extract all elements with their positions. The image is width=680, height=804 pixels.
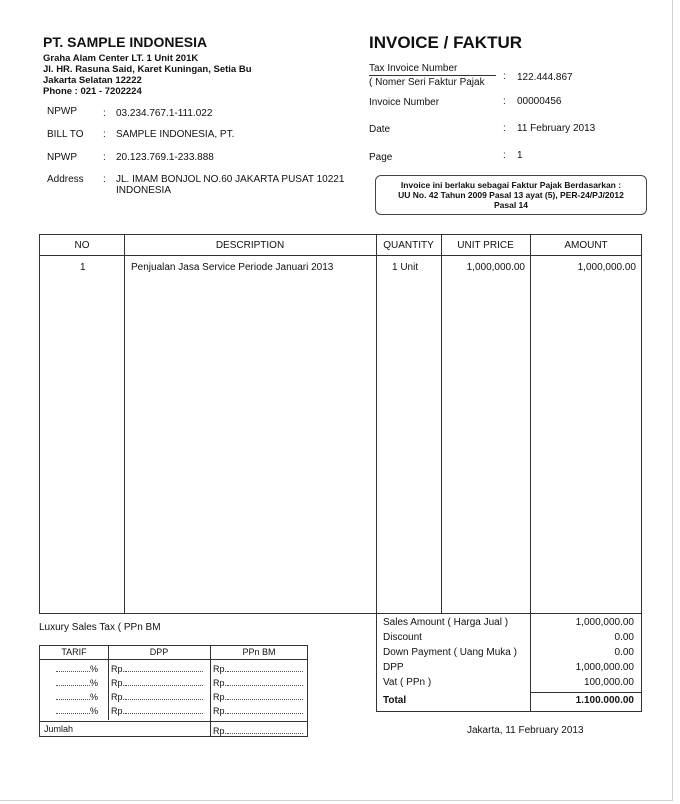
tax-invoice-number-sublabel: ( Nomer Seri Faktur Pajak	[369, 77, 485, 88]
rp-label: Rp.	[111, 706, 126, 716]
rp-label: Rp.	[213, 678, 228, 688]
sales-amount-label: Sales Amount ( Harga Jual )	[383, 617, 509, 628]
dpp-value: 1,000,000.00	[575, 662, 634, 673]
total-bottom-border	[376, 711, 641, 712]
rp-label: Rp.	[213, 664, 228, 674]
notice-line-1: Invoice ini berlaku sebagai Faktur Pajak Berdasarkan :	[400, 180, 622, 190]
col-divider	[124, 235, 125, 613]
tarif-percent-row	[56, 690, 98, 702]
percent-sign: %	[90, 664, 99, 674]
rp-label: Rp.	[213, 706, 228, 716]
place-date: Jakarta, 11 February 2013	[467, 725, 584, 736]
col-divider	[376, 235, 377, 613]
company-npwp-label: NPWP	[47, 106, 77, 117]
header-divider	[40, 255, 641, 256]
company-address-line-1: Graha Alam Center LT. 1 Unit 201K	[43, 53, 199, 64]
company-phone: Phone : 021 - 7202224	[43, 86, 142, 97]
address-line-2: INDONESIA	[116, 185, 172, 196]
notice-line-3: Pasal 14	[493, 200, 529, 210]
sales-amount-value: 1,000,000.00	[575, 617, 634, 628]
dotted-blank	[56, 676, 90, 686]
total-label: Total	[383, 695, 407, 706]
tarif-col-divider	[108, 646, 109, 720]
dotted-blank	[125, 662, 203, 672]
items-table	[39, 234, 642, 614]
dotted-blank	[125, 690, 203, 700]
dotted-blank	[227, 690, 303, 700]
down-payment-label: Down Payment ( Uang Muka )	[383, 647, 517, 658]
col-divider	[441, 235, 442, 613]
colon: :	[103, 108, 106, 119]
discount-label: Discount	[383, 632, 422, 643]
customer-npwp-value: 20.123.769.1-233.888	[116, 152, 214, 163]
row-quantity: 1 Unit	[392, 262, 419, 273]
invoice-title: INVOICE / FAKTUR	[369, 33, 523, 52]
ppnbm-rp-row	[213, 704, 303, 716]
discount-value: 0.00	[614, 632, 634, 643]
luxury-tax-table	[39, 645, 308, 737]
rp-label: Rp.	[111, 692, 126, 702]
summary-mid-border	[530, 613, 531, 712]
percent-sign: %	[90, 678, 99, 688]
customer-npwp-label: NPWP	[47, 152, 77, 163]
row-description: Penjualan Jasa Service Periode Januari 2013	[131, 262, 334, 273]
header-unit-price: UNIT PRICE	[457, 240, 514, 251]
tax-label-underline	[369, 75, 496, 76]
ppnbm-rp-row	[213, 662, 303, 674]
dpp-rp-row	[111, 690, 203, 702]
dpp-rp-row	[111, 704, 203, 716]
tarif-header: TARIF	[61, 647, 87, 657]
rp-label: Rp.	[213, 726, 228, 736]
dotted-blank	[227, 724, 303, 734]
page-value: 1	[517, 150, 523, 161]
bill-to-label: BILL TO	[47, 129, 84, 140]
address-label: Address	[47, 174, 84, 185]
date-label: Date	[369, 124, 391, 135]
tarif-percent-row	[56, 662, 98, 674]
tarif-percent-row	[56, 676, 98, 688]
percent-sign: %	[90, 692, 99, 702]
vat-label: Vat ( PPn )	[383, 677, 432, 688]
page-label: Page	[369, 152, 393, 163]
address-line-1: JL. IMAM BONJOL NO.60 JAKARTA PUSAT 10221	[116, 174, 345, 185]
dotted-blank	[125, 704, 203, 714]
invoice-number-value: 00000456	[517, 96, 562, 107]
ppnbm-rp-row	[213, 690, 303, 702]
company-address-line-2: Jl. HR. Rasuna Said, Karet Kuningan, Setia Bu	[43, 64, 252, 75]
tax-invoice-number-value: 122.444.867	[517, 72, 573, 83]
header-no: NO	[74, 240, 90, 251]
tarif-footer-divider	[40, 721, 307, 722]
tax-notice-box	[375, 175, 647, 215]
dotted-blank	[125, 676, 203, 686]
colon: :	[103, 174, 106, 185]
colon: :	[503, 150, 506, 161]
down-payment-value: 0.00	[614, 647, 634, 658]
dotted-blank	[227, 662, 303, 672]
ppnbm-rp-row	[213, 676, 303, 688]
tax-invoice-number-label: Tax Invoice Number	[369, 63, 458, 74]
summary-right-border	[641, 613, 642, 712]
rp-label: Rp.	[111, 678, 126, 688]
dpp-label: DPP	[383, 662, 404, 673]
dpp-header: DPP	[149, 647, 169, 657]
dotted-blank	[227, 704, 303, 714]
ppnbm-header: PPn BM	[242, 647, 276, 657]
dotted-blank	[56, 690, 90, 700]
date-value: 11 February 2013	[517, 123, 596, 134]
tarif-percent-row	[56, 704, 98, 716]
header-quantity: QUANTITY	[383, 240, 434, 251]
header-amount: AMOUNT	[564, 240, 608, 251]
total-value: 1.100.000.00	[575, 695, 634, 706]
summary-left-border	[376, 613, 377, 712]
row-unit-price: 1,000,000.00	[466, 262, 525, 273]
colon: :	[503, 123, 506, 134]
colon: :	[503, 71, 506, 82]
dotted-blank	[227, 676, 303, 686]
dotted-blank	[56, 704, 90, 714]
row-amount: 1,000,000.00	[577, 262, 636, 273]
rp-label: Rp.	[213, 692, 228, 702]
row-no: 1	[80, 262, 86, 273]
invoice-number-label: Invoice Number	[369, 97, 440, 108]
notice-line-2: UU No. 42 Tahun 2009 Pasal 13 ayat (5), PER-24/PJ/2012	[398, 190, 624, 200]
colon: :	[103, 152, 106, 163]
luxury-tax-title: Luxury Sales Tax ( PPn BM	[39, 622, 161, 633]
jumlah-rp-row	[213, 724, 303, 736]
dpp-rp-row	[111, 662, 203, 674]
jumlah-label: Jumlah	[44, 724, 74, 734]
tarif-header-divider	[40, 659, 307, 660]
bill-to-value: SAMPLE INDONESIA, PT.	[116, 129, 235, 140]
dpp-rp-row	[111, 676, 203, 688]
company-address-line-3: Jakarta Selatan 12222	[43, 75, 142, 86]
rp-label: Rp.	[111, 664, 126, 674]
company-name: PT. SAMPLE INDONESIA	[43, 34, 208, 50]
tarif-col-divider	[210, 646, 211, 736]
colon: :	[103, 129, 106, 140]
total-top-border	[531, 692, 641, 693]
col-divider	[530, 235, 531, 613]
company-npwp-value: 03.234.767.1-111.022	[116, 108, 213, 119]
colon: :	[503, 96, 506, 107]
header-description: DESCRIPTION	[215, 240, 285, 251]
dotted-blank	[56, 662, 90, 672]
vat-value: 100,000.00	[583, 677, 634, 688]
percent-sign: %	[90, 706, 99, 716]
